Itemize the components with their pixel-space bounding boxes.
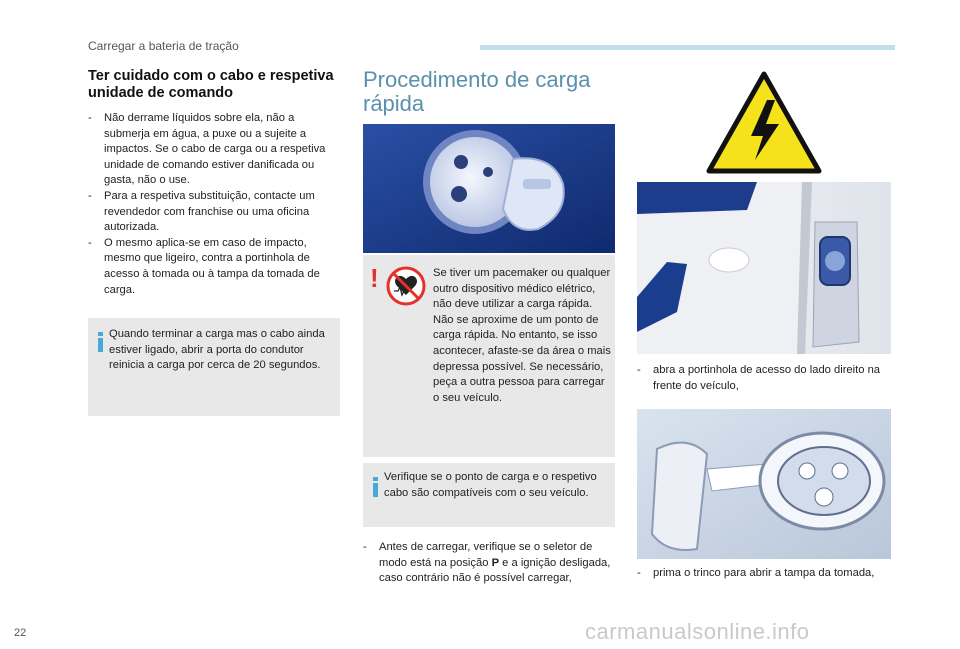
running-header: Carregar a bateria de tração <box>88 39 239 53</box>
procedure-list <box>363 540 613 587</box>
info-box <box>88 318 340 416</box>
warning-text: Se tiver um pacemaker ou qualquer outro dispositivo médico elétrico, não deve utilizar a carga rápida. Não se aproxime de um ponto de carga rápida. No entanto, se isso acontecer, afaste-se da área o mais depressa possível. Se necessário, peça a outra pessoa para carregar o seu veículo. <box>433 267 611 404</box>
page-title: Procedimento de carga rápida <box>363 67 591 116</box>
care-list <box>88 111 343 298</box>
charging-socket-photo <box>363 124 615 253</box>
list-item: - Não derrame líquidos sobre ela, não a submerja em água, a puxe ou a sujeite a impactos. Se o cabo de carga ou a respetiva unidade de comando estiver danificada ou gasta, não o use. <box>88 111 343 189</box>
no-pacemaker-icon <box>386 266 426 306</box>
list-item: - prima o trinco para abrir a tampa da tomada, <box>637 566 891 582</box>
section-title: Ter cuidado com o cabo e respetiva unidade de comando <box>88 68 334 101</box>
high-voltage-warning-icon <box>705 70 823 176</box>
warning-mark: ! <box>370 263 379 293</box>
procedure-list <box>637 566 891 582</box>
page-number: 22 <box>14 627 27 639</box>
info-text: Quando terminar a carga mas o cabo ainda estiver ligado, abrir a porta do condutor reinicia a carga por cerca de 20 segundos. <box>109 328 325 372</box>
header-rule <box>480 45 895 50</box>
list-item: - abra a portinhola de acesso do lado direito na frente do veículo, <box>637 363 891 394</box>
list-item: - O mesmo aplica-se em caso de impacto, mesmo que ligeiro, contra a portinhola de acesso à tomada ou à tampa da tomada de carga. <box>88 236 343 298</box>
watermark: carmanualsonline.info <box>585 619 810 644</box>
socket-cover-photo <box>637 409 891 559</box>
list-item: - Para a respetiva substituição, contacte um revendedor com franchise ou uma oficina autorizada. <box>88 189 343 236</box>
mode-position: P <box>491 556 500 569</box>
procedure-list <box>637 363 891 394</box>
info-text: Verifique se o ponto de carga e o respetivo cabo são compatíveis com o seu veículo. <box>384 471 597 499</box>
info-icon <box>98 338 103 352</box>
list-item: - Antes de carregar, verifique se o seletor de modo está na posição P e a ignição desligada, caso contrário não é possível carregar, <box>363 540 613 587</box>
vehicle-flap-photo <box>637 182 891 354</box>
info-icon <box>373 483 378 497</box>
info-box <box>363 463 615 527</box>
